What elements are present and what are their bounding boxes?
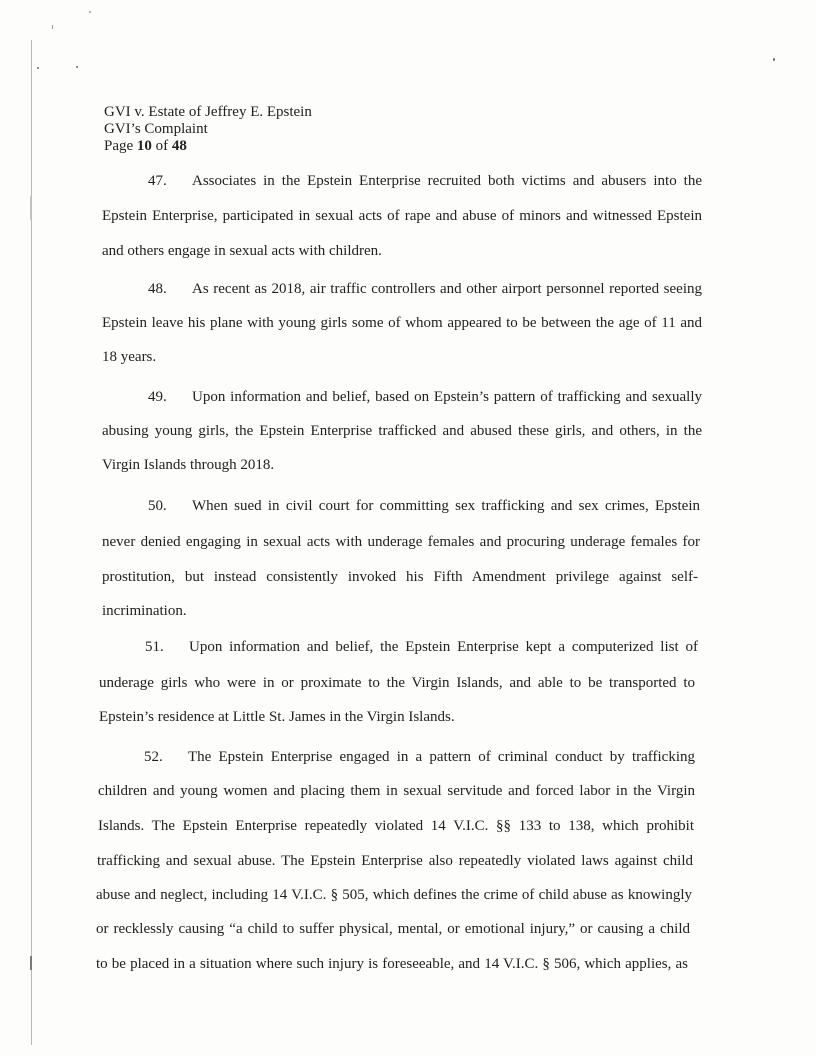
scan-edge-line: [31, 40, 32, 1045]
page-prefix: Page: [104, 138, 137, 154]
scan-speck: [773, 58, 775, 61]
page-header: [104, 104, 312, 155]
paragraph-line: Epstein’s residence at Little St. James in the Virgin Islands.: [99, 709, 455, 725]
line-text: The Epstein Enterprise engaged in a pattern of criminal conduct by trafficking: [188, 749, 695, 765]
scan-speck: [76, 66, 78, 68]
line-text: When sued in civil court for committing sex trafficking and sex crimes, Epstein: [192, 498, 700, 514]
scan-speck: [30, 956, 32, 970]
paragraph-line: underage girls who were in or proximate to the Virgin Islands, and able to be transported to: [99, 675, 695, 691]
scan-speck: [37, 67, 39, 69]
page-of: of: [151, 138, 172, 154]
line-text: Upon information and belief, based on Epstein’s pattern of trafficking and sexually: [192, 389, 702, 405]
paragraph-line: [148, 498, 700, 515]
paragraph-line: [148, 173, 702, 190]
paragraph-number: 49.: [148, 389, 167, 405]
paragraph-number: 47.: [148, 173, 167, 189]
page-current: 10: [136, 138, 152, 154]
paragraph-number: 51.: [145, 639, 164, 655]
paragraph-line: Epstein Enterprise, participated in sexual acts of rape and abuse of minors and witnessed Epstein: [102, 208, 702, 224]
paragraph-line: children and young women and placing them in sexual servitude and forced labor in the Virgin: [98, 783, 695, 799]
paragraph-number: 50.: [148, 498, 167, 514]
line-text: Upon information and belief, the Epstein Enterprise kept a computerized list of: [189, 639, 698, 655]
scan-speck: [89, 11, 91, 13]
paragraph-line: never denied engaging in sexual acts with underage females and procuring underage females for: [102, 534, 700, 550]
paragraph-line: Islands. The Epstein Enterprise repeatedly violated 14 V.I.C. §§ 133 to 138, which prohibit: [98, 818, 694, 834]
scan-speck: [52, 25, 53, 29]
line-text: As recent as 2018, air traffic controllers and other airport personnel reported seeing: [192, 281, 702, 297]
paragraph-line: abuse and neglect, including 14 V.I.C. § 505, which defines the crime of child abuse as knowingly: [96, 887, 692, 903]
page-total: 48: [171, 138, 187, 154]
paragraph-line: [144, 749, 695, 766]
paragraph-line: trafficking and sexual abuse. The Epstein Enterprise also repeatedly violated laws against child: [97, 853, 693, 869]
paragraph-number: 52.: [144, 749, 163, 765]
paragraph-line: to be placed in a situation where such injury is foreseeable, and 14 V.I.C. § 506, which applies, as: [96, 956, 688, 972]
document-title: GVI’s Complaint: [104, 121, 208, 137]
paragraph-line: Virgin Islands through 2018.: [102, 457, 275, 473]
paragraph-line: [148, 281, 702, 298]
paragraph-line: and others engage in sexual acts with children.: [102, 243, 382, 259]
page-number: [104, 138, 312, 155]
paragraph-number: 48.: [148, 281, 167, 297]
paragraph-line: prostitution, but instead consistently invoked his Fifth Amendment privilege against self-: [102, 569, 698, 585]
scan-speck: [30, 196, 32, 220]
line-text: Associates in the Epstein Enterprise recruited both victims and abusers into the: [192, 173, 702, 189]
case-title: GVI v. Estate of Jeffrey E. Epstein: [104, 104, 312, 120]
paragraph-line: Epstein leave his plane with young girls some of whom appeared to be between the age of 11 and: [102, 315, 702, 331]
paragraph-line: 18 years.: [102, 349, 157, 365]
paragraph-line: incrimination.: [102, 603, 187, 619]
paragraph-line: [148, 389, 702, 406]
paragraph-line: [145, 639, 698, 656]
paragraph-line: abusing young girls, the Epstein Enterprise trafficked and abused these girls, and others, in the: [102, 423, 702, 439]
paragraph-line: or recklessly causing “a child to suffer physical, mental, or emotional injury,” or causing a child: [96, 921, 690, 937]
